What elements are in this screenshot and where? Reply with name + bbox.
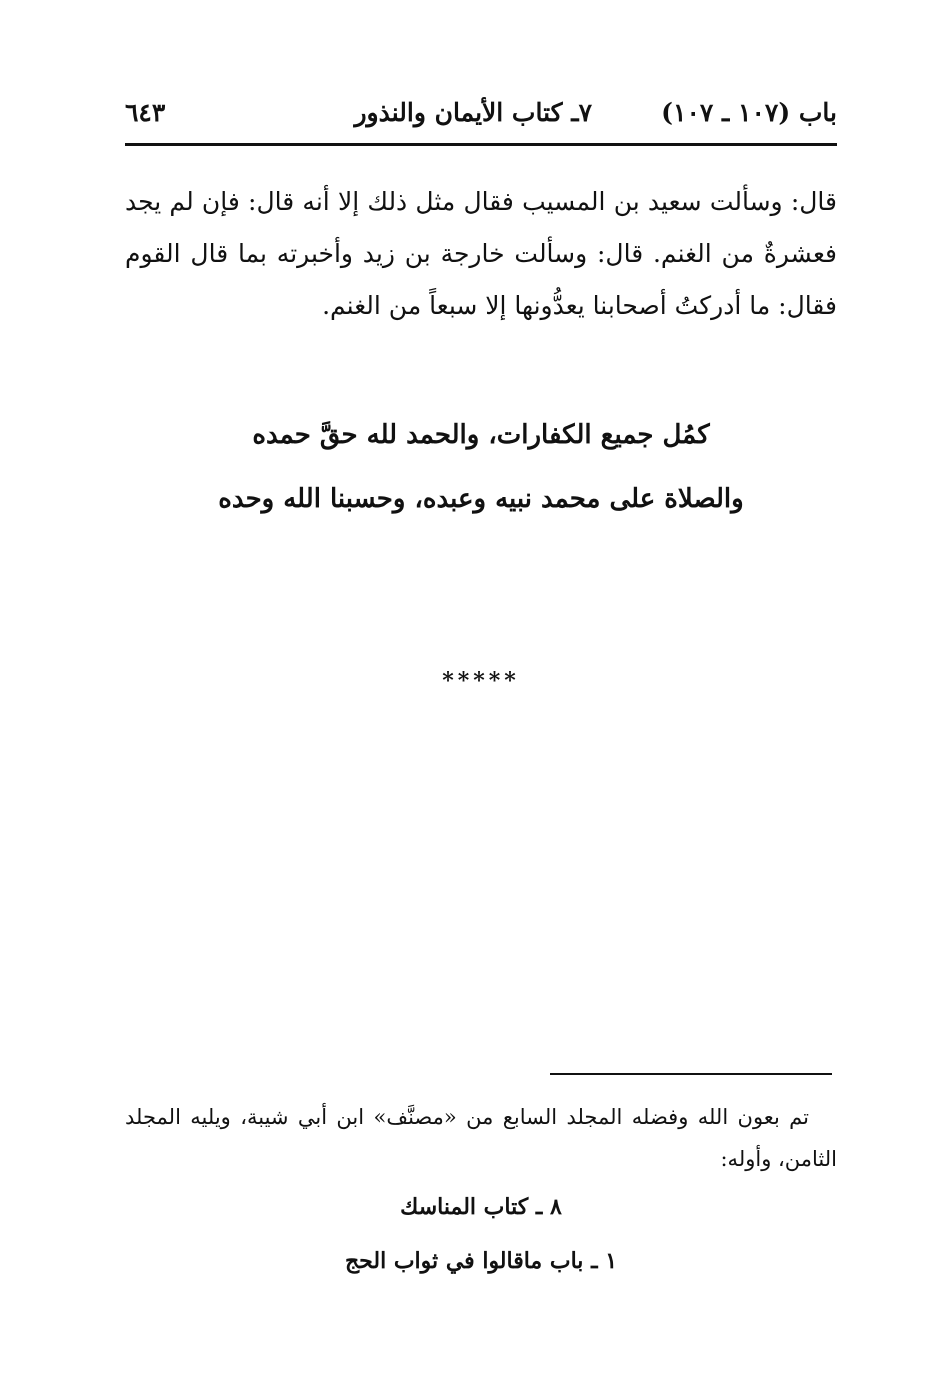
colophon-line-2: والصلاة على محمد نبيه وعبده، وحسبنا الله وحده: [218, 484, 744, 514]
footnote-divider: [550, 1073, 832, 1075]
next-book-title: ٨ ـ كتاب المناسك: [400, 1194, 562, 1220]
header-book-title: ٧ـ كتاب الأيمان والنذور: [354, 98, 592, 127]
footnote: [125, 1096, 837, 1180]
next-chapter-title: ١ ـ باب ماقالوا في ثواب الحج: [344, 1248, 618, 1274]
page-number: ٦٤٣: [125, 98, 166, 127]
main-paragraph: قال: وسألت سعيد بن المسيب فقال مثل ذلك إلا أنه قال: فإن لم يجد فعشرةٌ من الغنم. قال: وسألت خارجة بن زيد وأخبرته بما قال القوم فقال: ما أدركتُ أصحابنا يعدُّونها إلا سبعاً من الغنم.: [125, 187, 837, 320]
main-text: [125, 176, 837, 332]
header-divider: [125, 143, 837, 146]
header-chapter-range: باب (١٠٧ ـ ١٠٧): [661, 98, 837, 127]
footnote-paragraph: تم بعون الله وفضله المجلد السابع من «مصنَّف» ابن أبي شيبة، ويليه المجلد الثامن، وأوله:: [125, 1105, 837, 1171]
colophon-line-1: كمُل جميع الكفارات، والحمد لله حقَّ حمده: [252, 420, 710, 450]
section-separator: *****: [442, 668, 520, 694]
running-header: [125, 98, 837, 140]
